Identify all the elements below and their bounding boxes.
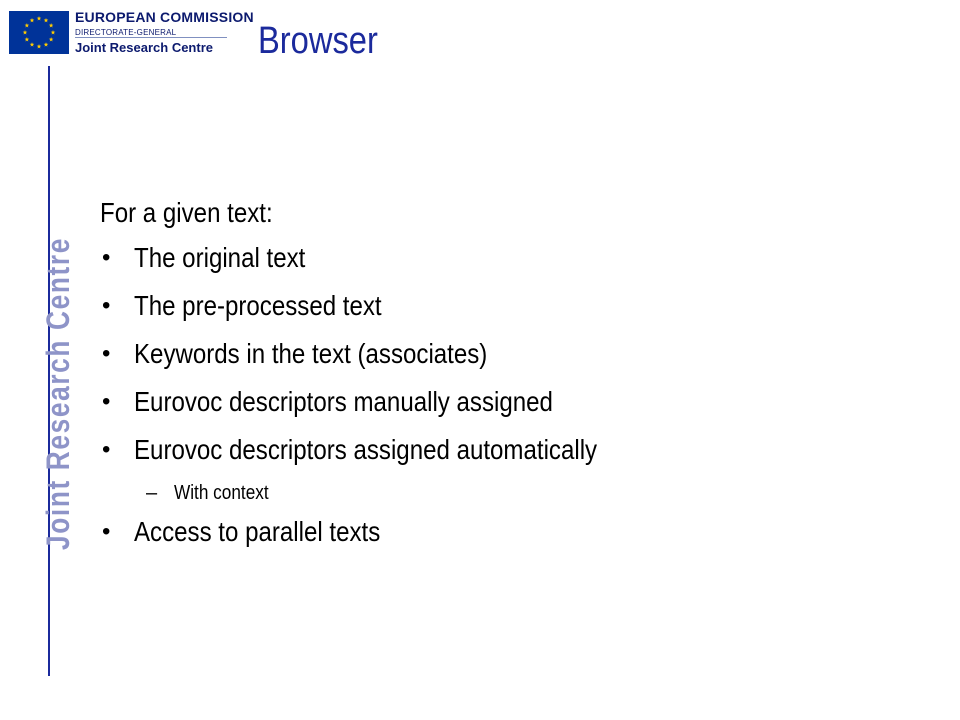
slide-body [100,190,920,558]
list-item-label: Keywords in the text (associates) [134,338,488,369]
list-item [100,284,920,332]
bullet-list [100,236,920,558]
directorate-label: DIRECTORATE-GENERAL [75,28,177,37]
centre-name: Joint Research Centre [75,40,213,55]
eu-flag-icon [9,11,69,54]
side-label-text: Joint Research Centre [40,237,76,550]
list-item-label: Access to parallel texts [134,516,381,547]
list-item [100,510,920,558]
sub-list-item [100,476,920,510]
list-item-label: Eurovoc descriptors assigned automatically [134,434,598,465]
list-item-label: Eurovoc descriptors manually assigned [134,386,553,417]
dash-icon: – [146,482,158,504]
commission-logo [75,9,260,59]
bullet-icon: • [102,388,111,415]
intro-text: For a given text: [100,197,273,228]
list-item [100,236,920,284]
side-label [40,168,77,550]
list-item [100,332,920,380]
bullet-icon: • [102,292,111,319]
list-item-label: The original text [134,242,306,273]
list-item [100,380,920,428]
bullet-icon: • [102,518,111,545]
slide-title: Browser [258,20,378,62]
bullet-icon: • [102,436,111,463]
org-name: EUROPEAN COMMISSION [75,9,254,25]
bullet-icon: • [102,340,111,367]
list-item-label: The pre-processed text [134,290,382,321]
logo-divider [75,37,227,38]
bullet-icon: • [102,244,111,271]
sub-list-item-label: With context [174,482,269,504]
list-item [100,428,920,476]
